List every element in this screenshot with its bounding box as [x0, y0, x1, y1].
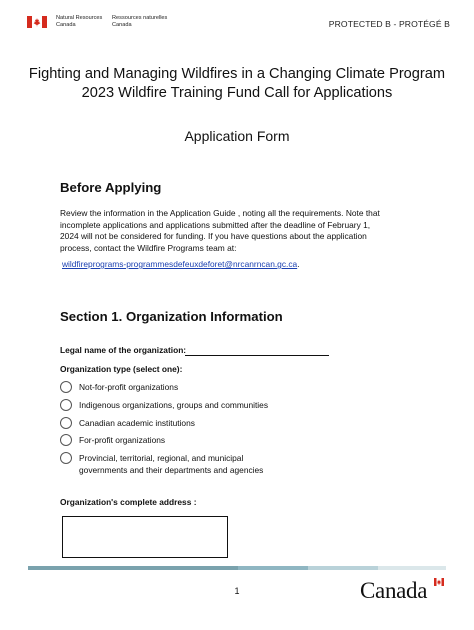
footer-bar-segment-3 — [308, 566, 378, 570]
footer-bar-segment-2 — [238, 566, 308, 570]
radio-not-for-profit[interactable] — [60, 381, 72, 393]
contact-email-line — [62, 254, 300, 272]
option-for-profit: For-profit organizations — [79, 435, 166, 445]
radio-government[interactable] — [60, 452, 72, 464]
option-not-for-profit: Not-for-profit organizations — [79, 382, 179, 392]
address-field[interactable] — [62, 516, 228, 558]
radio-academic[interactable] — [60, 417, 72, 429]
call-title: 2023 Wildfire Training Fund Call for Applications — [81, 85, 393, 101]
before-applying-text: Review the information in the Application Guide , noting all the requirements. Note that incomplete applications and applications submitted after the deadline of February 1, 2024 will not be considered for funding. If you have questions about the application process, contact the Wildfire Programs team at: — [60, 208, 380, 254]
form-title: Application Form — [184, 128, 290, 144]
org-type-label: Organization type (select one): — [60, 364, 183, 374]
department-name-fr: Ressources naturelles Canada — [112, 15, 168, 28]
canada-wordmark: Canada — [360, 578, 428, 603]
option-indigenous: Indigenous organizations, groups and communities — [79, 400, 269, 410]
security-classification: PROTECTED B - PROTÉGÉ B — [328, 19, 450, 29]
email-suffix: . — [297, 259, 300, 269]
legal-name-field[interactable] — [185, 355, 329, 356]
legal-name-label: Legal name of the organization: — [60, 345, 187, 355]
option-academic: Canadian academic institutions — [79, 418, 195, 428]
radio-for-profit[interactable] — [60, 434, 72, 446]
canada-flag-icon — [27, 16, 47, 28]
footer-bar-segment-1 — [28, 566, 238, 570]
radio-indigenous[interactable] — [60, 399, 72, 411]
wordmark-flag-icon — [434, 578, 444, 586]
before-applying-heading: Before Applying — [60, 180, 162, 195]
page-number: 1 — [234, 586, 240, 596]
section-1-heading: Section 1. Organization Information — [60, 309, 283, 324]
option-government: Provincial, territorial, regional, and municipal governments and their departments and agencies — [79, 453, 264, 475]
footer-bar-segment-4 — [378, 566, 446, 570]
contact-email-link[interactable]: wildfireprograms-programmesdefeuxdeforet@nrcanrncan.gc.ca — [62, 259, 298, 269]
program-title: Fighting and Managing Wildfires in a Changing Climate Program — [28, 66, 446, 82]
department-name-en: Natural Resources Canada — [56, 15, 103, 28]
address-label: Organization's complete address : — [60, 497, 197, 507]
